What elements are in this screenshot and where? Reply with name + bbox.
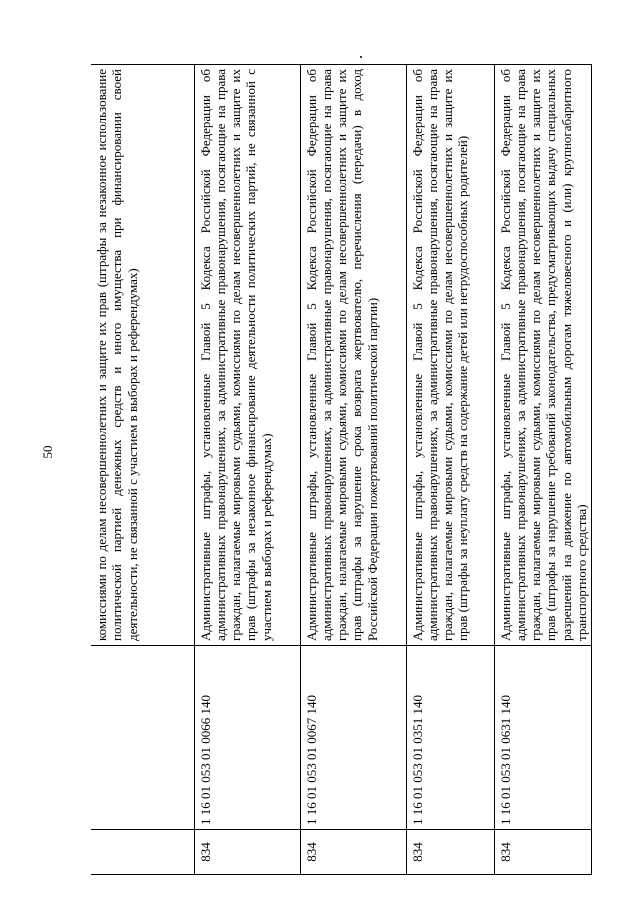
page-number: 50: [40, 445, 55, 459]
description-cell: Административные штрафы, установленные Главой 5 Кодекса Российской Федерации об административных правонарушениях, за административные правонарушения, посягающие на права граждан, налагаемые мировыми судьями, комиссиями по делам несовершеннолетних и защите их прав (штрафы за незаконное финансирование деятельности политических партий, не связанной с участием в выборах и референдумах): [194, 65, 300, 646]
admin-code-cell: [91, 830, 194, 875]
admin-code-cell: 834: [194, 830, 300, 875]
kbk-code-cell: 1 16 01 053 01 0351 140: [406, 646, 494, 830]
table-row: [91, 65, 194, 875]
kbk-code-cell: [91, 646, 194, 830]
kbk-code-cell: 1 16 01 053 01 0066 140: [194, 646, 300, 830]
table-row: [194, 65, 300, 875]
admin-code-cell: 834: [406, 830, 494, 875]
table-row: [406, 65, 494, 875]
description-cell: комиссиями по делам несовершеннолетних и защите их прав (штрафы за незаконное использование политической партией денежных средств и иного имущества при финансировании своей деятельности, не связанной с участием в выборах и референдумах): [91, 65, 194, 646]
description-cell: Административные штрафы, установленные Главой 5 Кодекса Российской Федерации об административных правонарушениях, за административные правонарушения, посягающие на права граждан, налагаемые мировыми судьями, комиссиями по делам несовершеннолетних и защите их прав (штрафы за нарушение требований законодательства, предусматривающих выдачу специальных разрешений на движение по автомобильным дорогам тяжеловесного и (или) крупногабаритного транспортного средства): [494, 65, 592, 646]
kbk-code-cell: 1 16 01 053 01 0067 140: [300, 646, 406, 830]
admin-code-cell: 834: [300, 830, 406, 875]
table-row: [300, 65, 406, 875]
description-cell: Административные штрафы, установленные Главой 5 Кодекса Российской Федерации об административных правонарушениях, за административные правонарушения, посягающие на права граждан, налагаемые мировыми судьями, комиссиями по делам несовершеннолетних и защите их прав (штрафы за нарушение срока возврата жертвователю, перечисления (передачи) в доход Российской Федерации пожертвований политической партии): [300, 65, 406, 646]
table-row: [494, 65, 592, 875]
stray-dot: [360, 56, 362, 58]
description-cell: Административные штрафы, установленные Главой 5 Кодекса Российской Федерации об административных правонарушениях, за административные правонарушения, посягающие на права граждан, налагаемые мировыми судьями, комиссиями по делам несовершеннолетних и защите их прав (штрафы за неуплату средств на содержание детей или нетрудоспособных родителей): [406, 65, 494, 646]
kbk-table: [91, 64, 592, 875]
admin-code-cell: 834: [494, 830, 592, 875]
kbk-code-cell: 1 16 01 053 01 0631 140: [494, 646, 592, 830]
rotated-table-container: [91, 65, 589, 875]
